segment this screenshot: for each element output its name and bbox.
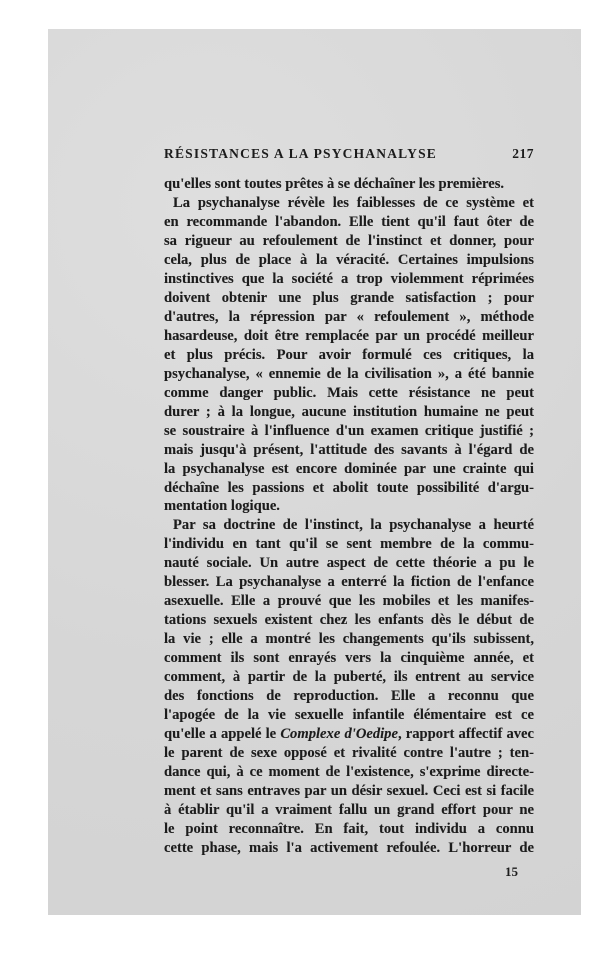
text-line: durer ; à la longue, aucune institution humaine ne peut bbox=[164, 403, 534, 420]
text-line: en recommande l'abandon. Elle tient qu'il faut ôter de bbox=[164, 213, 534, 230]
text-line: le point reconnaître. En fait, tout individu a connu bbox=[164, 820, 534, 837]
text-line: qu'elles sont toutes prêtes à se déchaîner les premières. bbox=[164, 176, 505, 192]
text-line: doivent obtenir une plus grande satisfaction ; pour bbox=[164, 289, 534, 306]
signature-mark: 15 bbox=[505, 863, 518, 879]
text-line: déchaîne les passions et abolit toute possibilité d'argu- bbox=[164, 479, 534, 496]
text-line: hasardeuse, doit être remplacée par un procédé meilleur bbox=[164, 327, 534, 344]
text-line: la psychanalyse est encore dominée par une crainte qui bbox=[164, 460, 534, 477]
text-line: tations sexuels existent chez les enfants dès le début de bbox=[164, 612, 534, 629]
body-text bbox=[164, 175, 534, 858]
text-line: se soustraire à l'influence d'un examen critique justifié ; bbox=[164, 422, 534, 439]
text-line: cette phase, mais l'a activement refoulée. L'horreur de bbox=[164, 839, 534, 856]
text-line: l'apogée de la vie sexuelle infantile élémentaire est ce bbox=[164, 707, 534, 724]
text-line: d'autres, la répression par « refoulement », méthode bbox=[164, 308, 534, 325]
text-line: la vie ; elle a montré les changements qu'ils subissent, bbox=[164, 631, 534, 648]
text-line: cela, plus de place à la véracité. Certaines impulsions bbox=[164, 251, 534, 268]
book-page bbox=[164, 146, 534, 880]
text-line: et plus précis. Pour avoir formulé ces critiques, la bbox=[164, 346, 534, 363]
text-line: mentation logique. bbox=[164, 498, 280, 515]
text-line: des fonctions de reproduction. Elle a reconnu que bbox=[164, 688, 534, 705]
text-line: comment ils sont enrayés vers la cinquième année, et bbox=[164, 650, 534, 667]
text-line: nauté sociale. Un autre aspect de cette théorie a pu le bbox=[164, 555, 534, 572]
italic-term: Complexe d'Oedipe bbox=[280, 726, 398, 743]
scanned-page bbox=[48, 29, 581, 915]
running-title: RÉSISTANCES A LA PSYCHANALYSE bbox=[164, 146, 438, 161]
text-line: comment, à partir de la puberté, ils entrent au service bbox=[164, 669, 534, 686]
text-line: le parent de sexe opposé et rivalité contre l'autre ; ten- bbox=[164, 745, 534, 762]
text-line: instinctives que la société a trop violemment réprimées bbox=[164, 270, 534, 287]
text-line: comme danger public. Mais cette résistance ne peut bbox=[164, 384, 534, 401]
text-fragment: qu'elle a appelé le bbox=[164, 726, 281, 743]
text-line: psychanalyse, « ennemie de la civilisation », a été bannie bbox=[164, 365, 534, 382]
page-number: 217 bbox=[512, 146, 534, 161]
text-line: La psychanalyse révèle les faiblesses de ce système et bbox=[173, 194, 534, 211]
text-fragment: , rapport affectif avec bbox=[397, 726, 534, 743]
text-line: mais jusqu'à présent, l'attitude des savants à l'égard de bbox=[164, 441, 534, 458]
running-header bbox=[164, 146, 534, 168]
text-line: sa rigueur au refoulement de l'instinct et donner, pour bbox=[164, 232, 534, 249]
text-line: blesser. La psychanalyse a enterré la fiction de l'enfance bbox=[164, 574, 534, 591]
text-line: ment et sans entraves par un désir sexuel. Ceci est si facile bbox=[164, 783, 534, 799]
text-line: dance qui, à ce moment de l'existence, s'exprime directe- bbox=[164, 764, 534, 781]
text-line: Par sa doctrine de l'instinct, la psychanalyse a heurté bbox=[173, 517, 534, 534]
text-line: à établir qu'il a vraiment fallu un grand effort pour ne bbox=[164, 801, 534, 818]
text-line bbox=[164, 725, 534, 744]
text-line: l'individu en tant qu'il se sent membre de la commu- bbox=[164, 536, 534, 553]
text-line: asexuelle. Elle a prouvé que les mobiles et les manifes- bbox=[164, 593, 534, 610]
